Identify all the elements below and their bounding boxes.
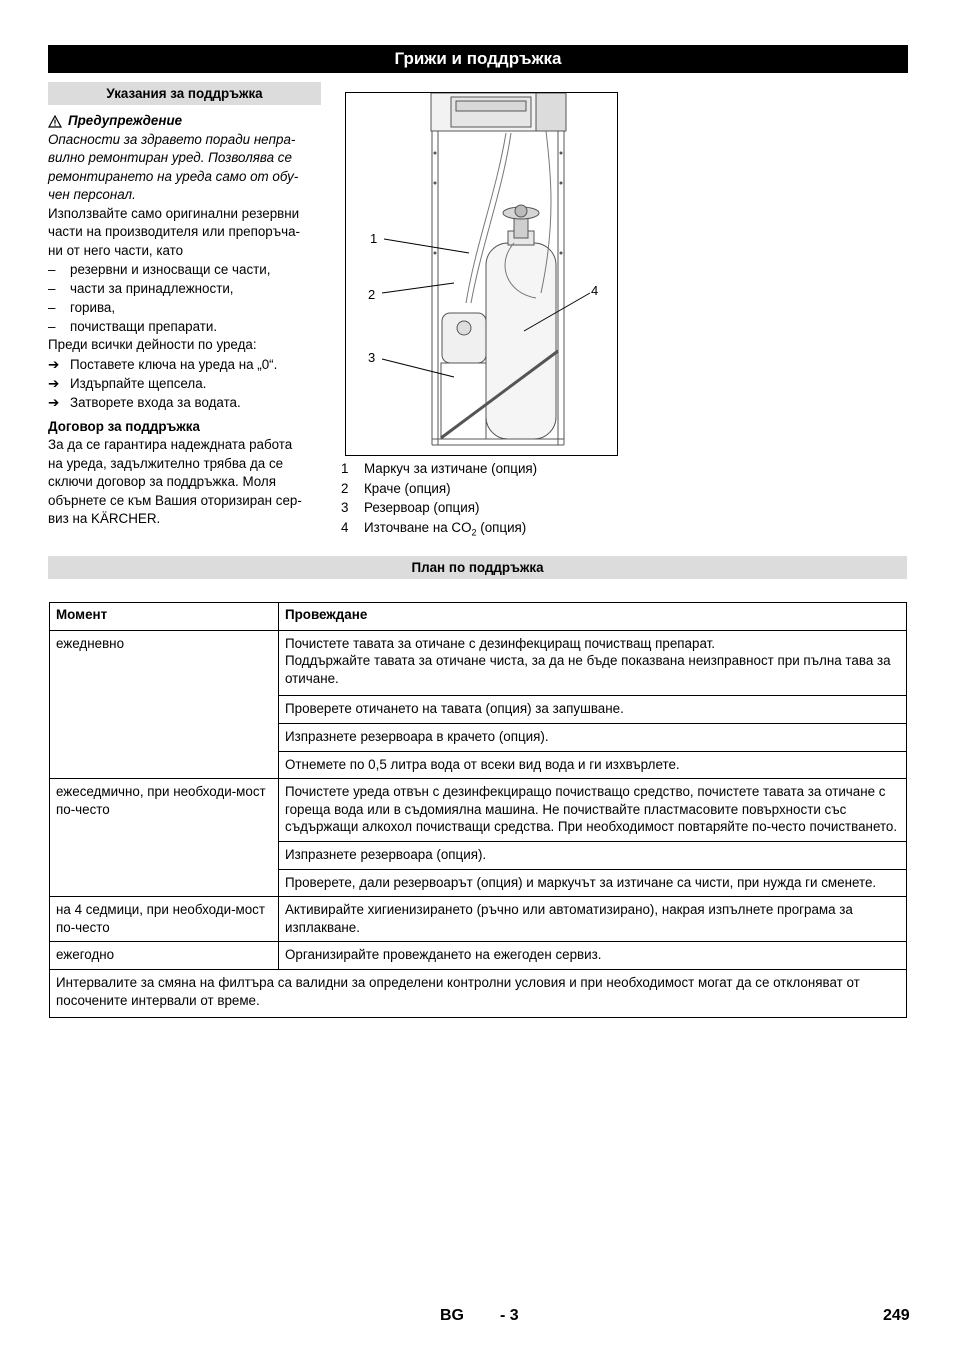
arrow-right-icon: ➔ bbox=[48, 394, 60, 410]
warning-line: ремонтирането на уреда само от обу- bbox=[48, 168, 299, 184]
table-row bbox=[50, 897, 907, 942]
warning-text bbox=[48, 131, 324, 205]
action-cell: Проверете отичането на тавата (опция) за запушване. bbox=[279, 696, 907, 724]
action-cell: Почистете уреда отвън с дезинфекциращо почистващо средство, почистете тавата за отичане с гореща вода или в съдомиялна машина. Не почиствайте пластмасовите повърхности със съдържащи алкохол почистващи средства. При необходимост повтаряйте по-често почистването. bbox=[279, 779, 907, 842]
table-row bbox=[50, 942, 907, 970]
moment-cell: ежеседмично, при необходи-мост по-често bbox=[50, 779, 279, 897]
contract-line: обърнете се към Вашия оторизиран сер- bbox=[48, 492, 302, 508]
contract-line: на уреда, задължително трябва да се bbox=[48, 455, 284, 471]
list-item: – резервни и износващи се части, bbox=[48, 262, 271, 277]
action-cell: Почистете тавата за отичане с дезинфекцирaщ почистващ препарат. Поддържайте тавата за отичане чиста, за да не бъде показвана неизправност при пълна тава за отичане. bbox=[279, 630, 907, 696]
action-cell: Изпразнете резервоара в крачето (опция). bbox=[279, 723, 907, 751]
action-cell: Активирайте хигиенизирането (ръчно или автоматизирано), накрая изпълнете програма за изплакване. bbox=[279, 897, 907, 942]
warning-label: Предупреждение bbox=[68, 113, 183, 128]
arrow-list bbox=[48, 355, 324, 412]
list-item: ➔ Затворете входа за водата. bbox=[48, 394, 241, 410]
list-item: ➔ Издърпайте щепсела. bbox=[48, 375, 207, 391]
legend-item: 4 Източване на $CO_2$ (опция) bbox=[341, 519, 527, 538]
action-cell: Организирайте провеждането на ежегоден сервиз. bbox=[279, 942, 907, 970]
arrow-right-icon: ➔ bbox=[48, 375, 60, 391]
warning-line: чен персонал. bbox=[48, 187, 136, 202]
arrow-right-icon: ➔ bbox=[48, 356, 60, 372]
legend-item: 2 Краче (опция) bbox=[341, 480, 451, 496]
contract-heading: Договор за поддръжка bbox=[48, 418, 200, 434]
intro-line: части на производителя или препоръча- bbox=[48, 224, 300, 239]
maintenance-plan-table bbox=[49, 602, 907, 1018]
dash-list bbox=[48, 260, 324, 336]
callout-4: 4 bbox=[591, 283, 599, 298]
intro-line: ни от него части, като bbox=[48, 242, 184, 258]
moment-cell: ежедневно bbox=[50, 630, 279, 779]
legend-item: 3 Резервоар (опция) bbox=[341, 500, 480, 515]
intro-line: Използвайте само оригинални резервни bbox=[48, 205, 300, 221]
table-header-row bbox=[50, 603, 907, 631]
warning-triangle-icon bbox=[48, 115, 62, 128]
intro-text bbox=[48, 205, 324, 261]
column-header-moment: Момент bbox=[50, 603, 279, 631]
table-row bbox=[50, 630, 907, 696]
warning-heading bbox=[48, 112, 324, 131]
footer-language: BG bbox=[440, 1307, 464, 1324]
page-title: Грижи и поддръжка bbox=[48, 45, 908, 73]
contract-line: виз на KÄRCHER. bbox=[48, 511, 161, 526]
warning-line: вилно ремонтиран уред. Позволява се bbox=[48, 150, 292, 165]
moment-cell: на 4 седмици, при необходи-мост по-често bbox=[50, 897, 279, 942]
contract-line: сключи договор за поддръжка. Моля bbox=[48, 474, 276, 489]
footer-section: - 3 bbox=[500, 1307, 519, 1324]
table-row bbox=[50, 969, 907, 1017]
left-column bbox=[48, 112, 324, 529]
callout-3: 3 bbox=[368, 350, 376, 365]
figure-legend bbox=[341, 459, 641, 537]
contract-text bbox=[48, 436, 324, 529]
warning-line: Опасности за здравето поради непра- bbox=[48, 131, 296, 147]
action-cell: Проверете, дали резервоарът (опция) и маркучът за изтичане са чисти, при нужда ги сменете. bbox=[279, 869, 907, 897]
callout-1: 1 bbox=[370, 231, 378, 246]
table-row bbox=[50, 779, 907, 842]
section-heading-maintenance-notes: Указания за поддръжка bbox=[48, 82, 321, 105]
note-cell: Интервалите за смяна на филтъра са валидни за определени контролни условия и при необходимост могат да се отклоняват от посочените интервали от време. bbox=[50, 969, 907, 1017]
contract-line: За да се гарантира надеждната работа bbox=[48, 437, 293, 452]
column-header-action: Провеждане bbox=[279, 603, 907, 631]
before-text: Преди всички дейности по уреда: bbox=[48, 337, 257, 352]
list-item: – горива, bbox=[48, 300, 116, 315]
moment-cell: ежегодно bbox=[50, 942, 279, 970]
list-item: – части за принадлежности, bbox=[48, 281, 234, 296]
action-cell: Отнемете по 0,5 литра вода от всеки вид вода и ги изхвърлете. bbox=[279, 751, 907, 779]
list-item: ➔ Поставете ключа на уреда на „0“. bbox=[48, 356, 278, 372]
device-figure bbox=[345, 92, 618, 456]
list-item: – почистващи препарати. bbox=[48, 319, 218, 334]
callout-2: 2 bbox=[368, 287, 376, 302]
device-illustration bbox=[346, 93, 618, 456]
legend-item: 1 Маркуч за изтичане (опция) bbox=[341, 461, 538, 476]
section-heading-maintenance-plan: План по поддръжка bbox=[48, 556, 907, 579]
footer-page-number: 249 bbox=[883, 1307, 910, 1324]
action-cell: Изпразнете резервоара (опция). bbox=[279, 841, 907, 869]
